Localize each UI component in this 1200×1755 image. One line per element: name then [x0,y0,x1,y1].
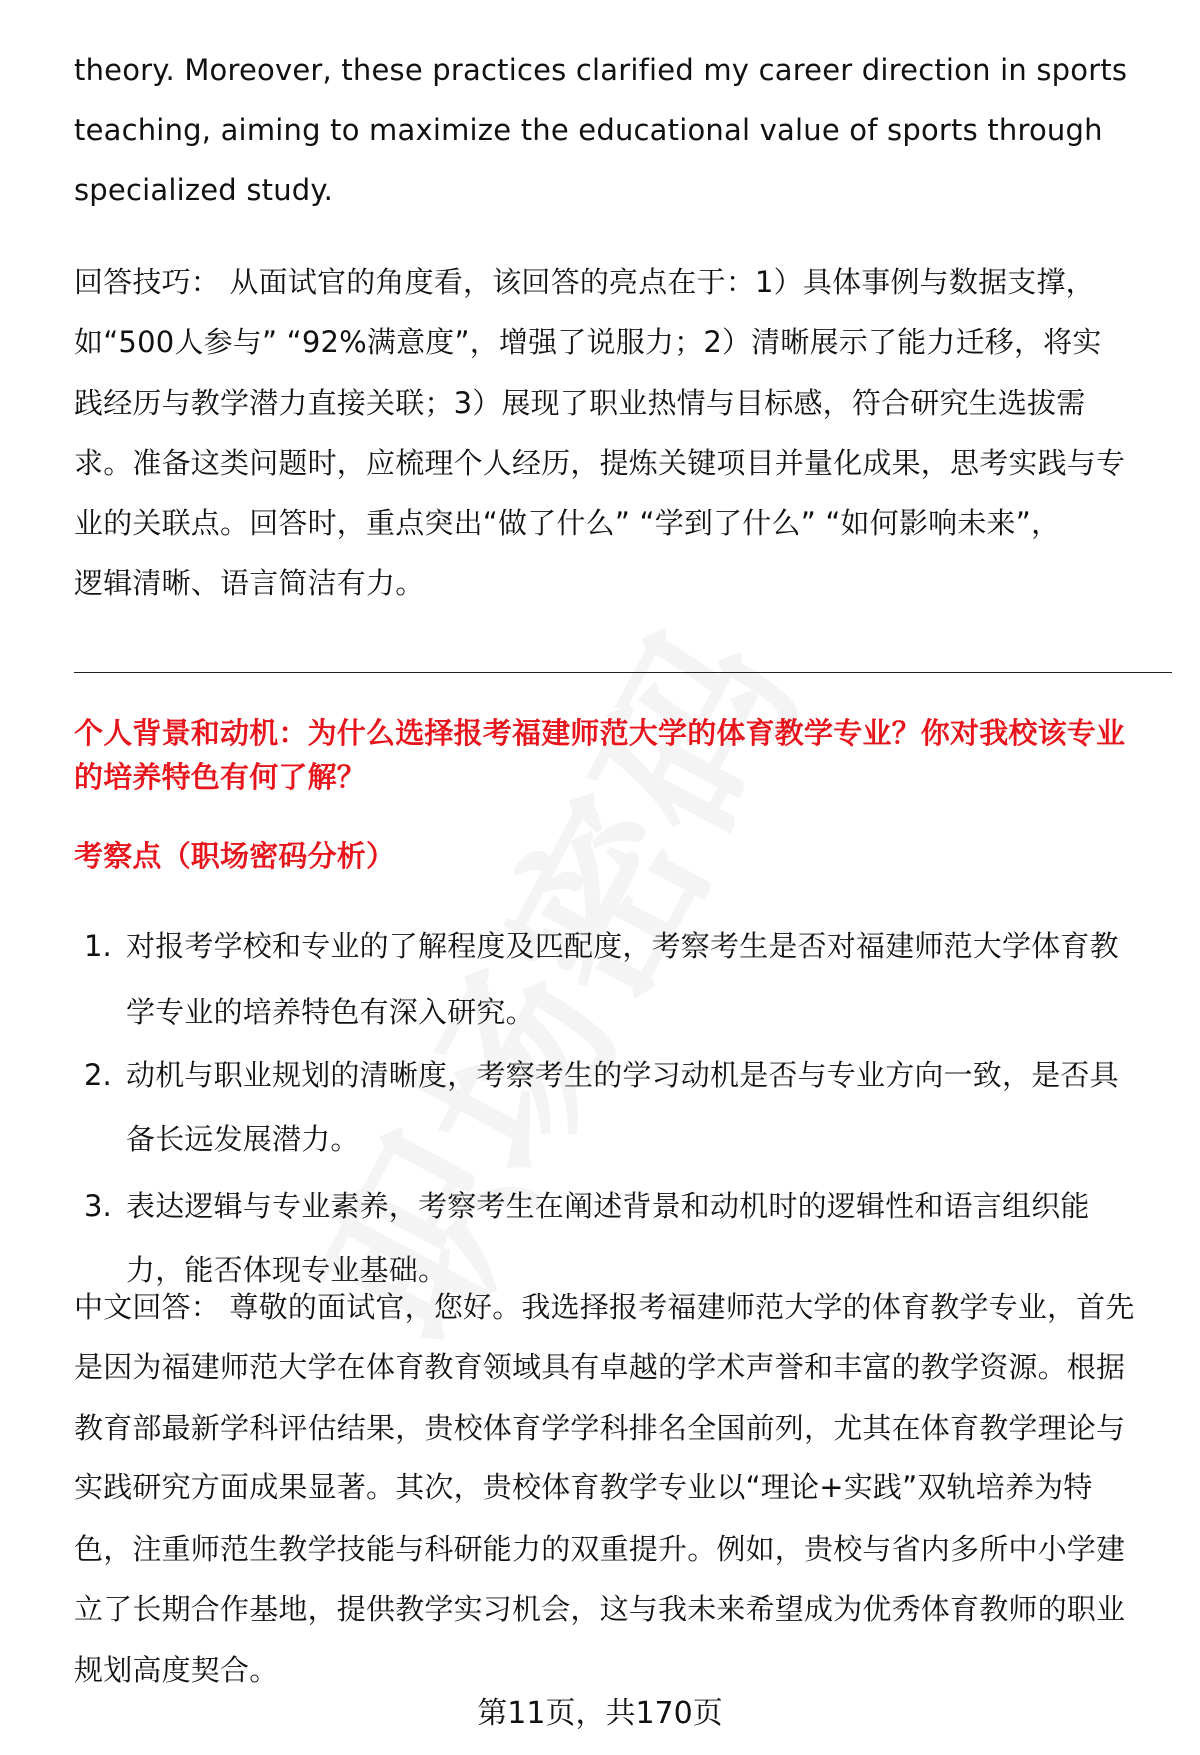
text-line: 中文回答： 尊敬的面试官，您好。我选择报考福建师范大学的体育教学专业，首先 [74,1290,1135,1324]
list-item-line: 表达逻辑与专业素养，考察考生在阐述背景和动机时的逻辑性和语言组织能 [126,1189,1090,1223]
text-line: 规划高度契合。 [74,1653,279,1687]
text-line: 回答技巧： 从面试官的角度看，该回答的亮点在于：1）具体事例与数据支撑， [74,265,1095,299]
list-item-line: 动机与职业规划的清晰度，考察考生的学习动机是否与专业方向一致，是否具 [126,1058,1119,1092]
text-line: 色，注重师范生教学技能与科研能力的双重提升。例如，贵校与省内多所中小学建 [74,1532,1126,1566]
text-line: 立了长期合作基地，提供教学实习机会，这与我未来希望成为优秀体育教师的职业 [74,1592,1126,1626]
text-line: teaching, aiming to maximize the educational value of sports through [74,113,1103,147]
question-line: 个人背景和动机：为什么选择报考福建师范大学的体育教学专业？你对我校该专业 [74,716,1126,750]
text-line: specialized study. [74,173,334,207]
text-line: 教育部最新学科评估结果，贵校体育学学科排名全国前列，尤其在体育教学理论与 [74,1411,1126,1445]
page-number: 第11页，共170页 [477,1696,723,1731]
list-item-line: 力，能否体现专业基础。 [126,1253,448,1287]
text-line: 逻辑清晰、语言简洁有力。 [74,566,425,600]
text-line: 实践研究方面成果显著。其次，贵校体育教学专业以“理论+实践”双轨培养为特 [74,1470,1093,1504]
text-line: 践经历与教学潜力直接关联；3）展现了职业热情与目标感，符合研究生选拔需 [74,386,1086,420]
list-item-line: 备长远发展潜力。 [126,1122,360,1156]
list-item-line: 学专业的培养特色有深入研究。 [126,995,535,1029]
text-line: 如“500人参与” “92%满意度”，增强了说服力；2）清晰展示了能力迁移，将实 [74,325,1102,359]
section-divider [74,672,1172,673]
text-line: 是因为福建师范大学在体育教育领域具有卓越的学术声誉和丰富的教学资源。根据 [74,1350,1126,1384]
text-line: theory. Moreover, these practices clarified my career direction in sports [74,53,1128,87]
list-number: 2. [84,1058,112,1092]
analysis-heading: 考察点（职场密码分析） [74,839,396,873]
list-item-line: 对报考学校和专业的了解程度及匹配度，考察考生是否对福建师范大学体育教 [126,929,1119,963]
text-line: 业的关联点。回答时，重点突出“做了什么” “学到了什么” “如何影响未来”， [74,506,1061,540]
list-number: 3. [84,1189,112,1223]
text-line: 求。准备这类问题时，应梳理个人经历，提炼关键项目并量化成果，思考实践与专 [74,446,1126,480]
question-line: 的培养特色有何了解？ [74,760,367,794]
list-number: 1. [84,929,112,963]
